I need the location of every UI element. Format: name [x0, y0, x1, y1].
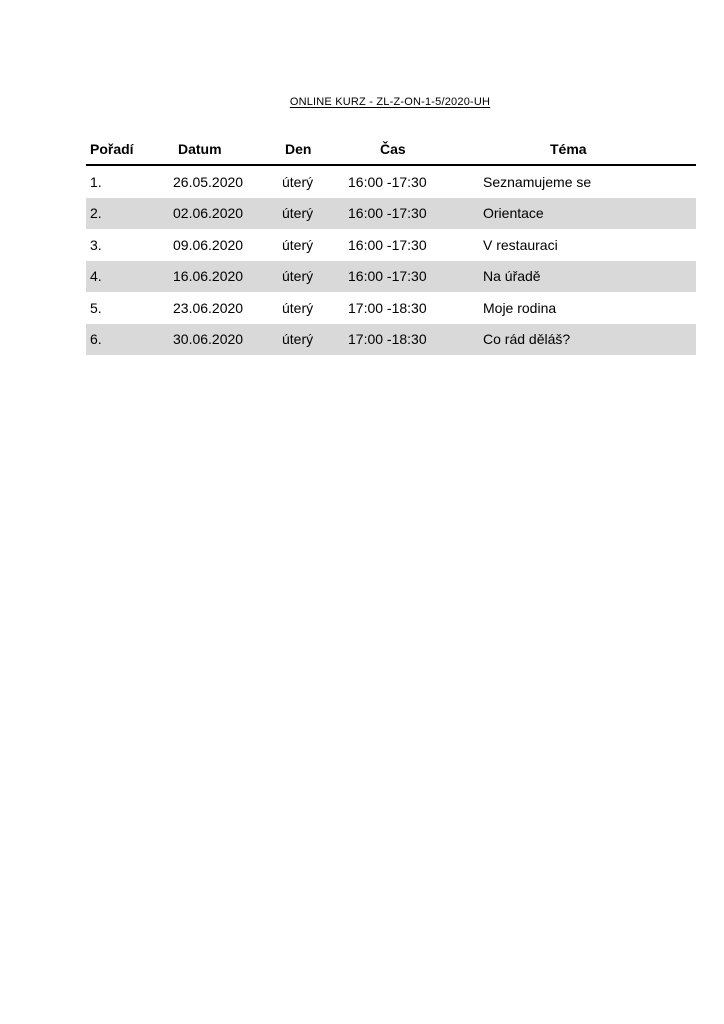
document-title: ONLINE KURZ - ZL-Z-ON-1-5/2020-UH: [289, 96, 491, 108]
cell-cas: 16:00 -17:30: [336, 261, 468, 293]
cell-poradi: 6.: [86, 324, 170, 356]
cell-den: úterý: [282, 299, 314, 316]
cell-poradi: 5.: [90, 299, 102, 316]
cell-cas: 17:00 -18:30: [336, 324, 468, 356]
cell-tema: Co rád děláš?: [468, 324, 696, 356]
cell-cas: 17:00 -18:30: [348, 299, 427, 316]
cell-tema: Moje rodina: [483, 299, 557, 316]
cell-den: úterý: [268, 324, 336, 356]
cell-tema: Orientace: [468, 198, 696, 230]
cell-datum: 16.06.2020: [170, 261, 268, 293]
cell-datum: 23.06.2020: [173, 299, 244, 316]
cell-den: úterý: [282, 236, 314, 253]
cell-tema: V restauraci: [483, 236, 558, 253]
cell-tema: Na úřadě: [468, 261, 696, 293]
table-row: [86, 292, 696, 324]
table-row: [86, 198, 696, 230]
course-schedule-table: [86, 134, 696, 355]
cell-den: úterý: [268, 261, 336, 293]
table-row: [86, 324, 696, 356]
header-den: Den: [268, 134, 336, 165]
cell-datum: 30.06.2020: [170, 324, 268, 356]
table-row: [86, 261, 696, 293]
header-cas: Čas: [336, 134, 468, 165]
cell-poradi: 3.: [90, 236, 102, 253]
cell-cas: 16:00 -17:30: [336, 198, 468, 230]
cell-poradi: 4.: [86, 261, 170, 293]
cell-cas: 16:00 -17:30: [348, 173, 427, 190]
header-tema: Téma: [468, 134, 696, 165]
header-datum: Datum: [170, 134, 268, 165]
table-row: [86, 165, 696, 198]
header-poradi: Pořadí: [86, 134, 170, 165]
cell-cas: 16:00 -17:30: [348, 236, 427, 253]
cell-poradi: 2.: [86, 198, 170, 230]
cell-den: úterý: [268, 198, 336, 230]
cell-tema: Seznamujeme se: [483, 173, 592, 190]
cell-den: úterý: [282, 173, 314, 190]
cell-datum: 09.06.2020: [173, 236, 244, 253]
cell-poradi: 1.: [90, 173, 102, 190]
table-row: [86, 229, 696, 261]
table-header-row: [86, 134, 696, 165]
cell-datum: 26.05.2020: [173, 173, 244, 190]
cell-datum: 02.06.2020: [170, 198, 268, 230]
